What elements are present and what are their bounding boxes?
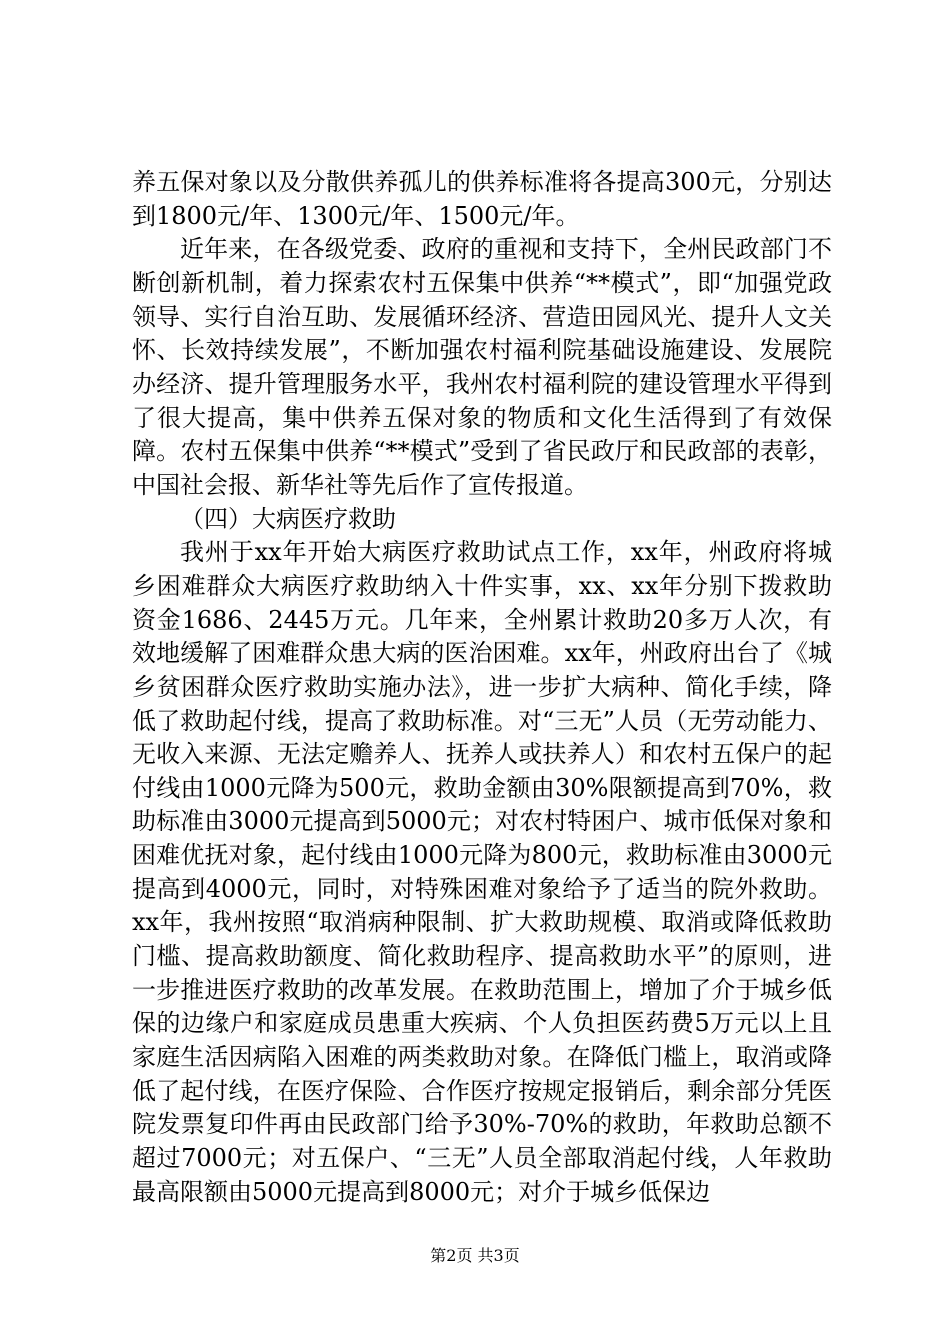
paragraph-rural-welfare: 近年来，在各级党委、政府的重视和支持下，全州民政部门不断创新机制，着力探索农村五保集中供养“**模式”，即“加强党政领导、实行自治互助、发展循环经济、营造田园风光、提升人文关怀、长效持续发展”，不断加强农村福利院基础设施建设、发展院办经济、提升管理服务水平，我州农村福利院的建设管理水平得到了很大提高，集中供养五保对象的物质和文化生活得到了有效保障。农村五保集中供养“**模式”受到了省民政厅和民政部的表彰，中国社会报、新华社等先后作了宣传报道。 bbox=[132, 235, 832, 499]
paragraph-continued: 养五保对象以及分散供养孤儿的供养标准将各提高300元，分别达到1800元/年、1300元/年、1500元/年。 bbox=[132, 168, 832, 230]
body-text bbox=[132, 166, 832, 1209]
page-footer: 第2页 共3页 bbox=[430, 1246, 520, 1265]
section-heading: （四）大病医疗救助 bbox=[180, 504, 396, 533]
paragraph-medical-aid: 我州于xx年开始大病医疗救助试点工作，xx年，州政府将城乡困难群众大病医疗救助纳入十件实事，xx、xx年分别下拨救助资金1686、2445万元。几年来，全州累计救助20多万人次，有效地缓解了困难群众患大病的医治困难。xx年，州政府出台了《城乡贫困群众医疗救助实施办法》，进一步扩大病种、简化手续，降低了救助起付线，提高了救助标准。对“三无”人员（无劳动能力、无收入来源、无法定赡养人、抚养人或扶养人）和农村五保户的起付线由1000元降为500元，救助金额由30%限额提高到70%，救助标准由3000元提高到5000元；对农村特困户、城市低保对象和困难优抚对象，起付线由1000元降为800元，救助标准由3000元提高到4000元，同时，对特殊困难对象给予了适当的院外救助。xx年，我州按照“取消病种限制、扩大救助规模、取消或降低救助门槛、提高救助额度、简化救助程序、提高救助水平”的原则，进一步推进医疗救助的改革发展。在救助范围上，增加了介于城乡低保的边缘户和家庭成员患重大疾病、个人负担医药费5万元以上且家庭生活因病陷入困难的两类救助对象。在降低门槛上，取消或降低了起付线，在医疗保险、合作医疗按规定报销后，剩余部分凭医院发票复印件再由民政部门给予30%-70%的救助，年救助总额不超过7000元；对五保户、“三无”人员全部取消起付线，人年救助最高限额由5000元提高到8000元；对介于城乡低保边 bbox=[132, 538, 832, 1206]
